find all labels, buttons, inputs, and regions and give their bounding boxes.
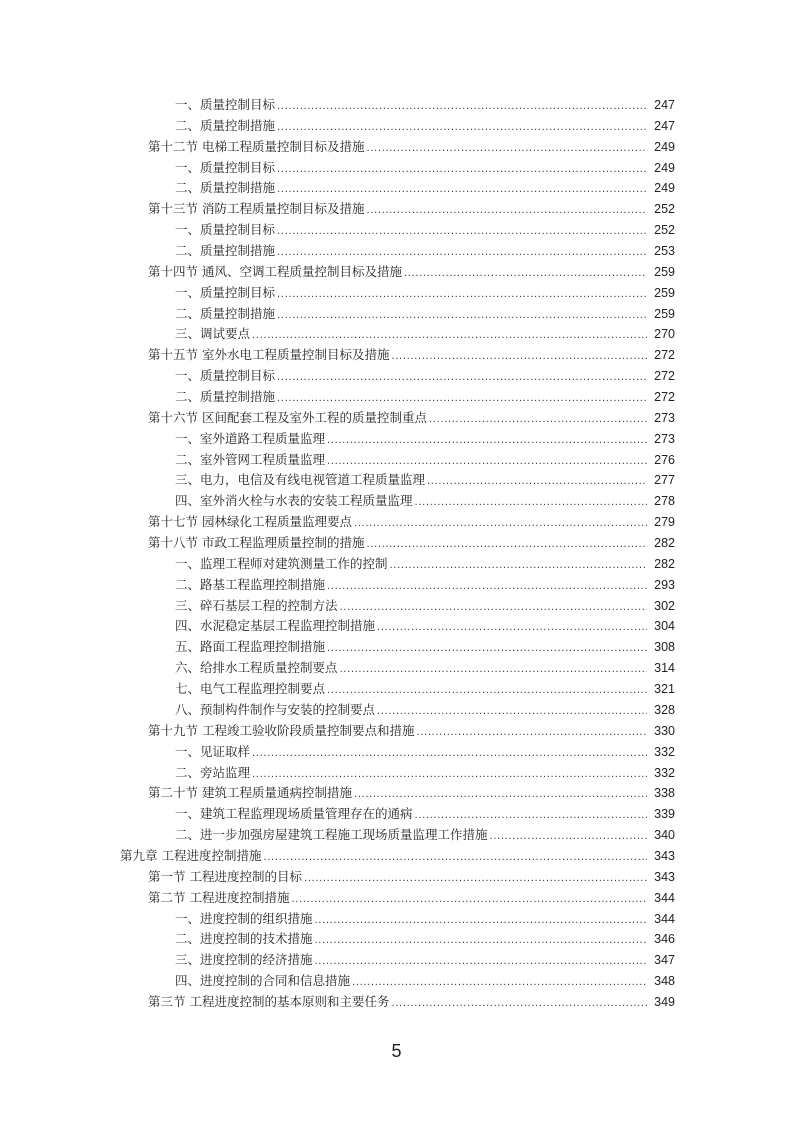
toc-entry-page: 308 [654, 640, 675, 655]
dot-leader [252, 765, 647, 786]
toc-entry-page: 330 [654, 723, 675, 738]
dot-leader [354, 785, 647, 806]
dot-leader [366, 139, 647, 160]
table-of-contents [0, 95, 793, 1013]
dot-leader [277, 160, 647, 181]
toc-entry-page: 343 [654, 869, 675, 884]
toc-entry-title: 一、监理工程师对建筑测量工作的控制 [175, 555, 388, 571]
toc-entry-page: 349 [654, 994, 675, 1009]
toc-section-entry[interactable] [0, 533, 793, 554]
toc-entry-title: 第一节 工程进度控制的目标 [148, 868, 302, 884]
dot-leader [315, 952, 647, 973]
toc-subsection-entry[interactable] [0, 491, 793, 512]
toc-entry-page: 249 [654, 181, 675, 196]
toc-entry-title: 二、质量控制措施 [175, 243, 276, 259]
dot-leader [277, 285, 647, 306]
toc-subsection-entry[interactable] [0, 909, 793, 930]
toc-entry-title: 第十五节 室外水电工程质量控制目标及措施 [148, 347, 390, 363]
dot-leader [277, 368, 647, 389]
toc-entry-title: 一、建筑工程监理现场质量管理存在的通病 [175, 806, 413, 822]
dot-leader [377, 702, 647, 723]
toc-section-entry[interactable] [0, 867, 793, 888]
toc-entry-page: 343 [654, 848, 675, 863]
toc-subsection-entry[interactable] [0, 178, 793, 199]
toc-entry-title: 二、进一步加强房屋建筑工程施工现场质量监理工作措施 [175, 827, 488, 843]
toc-subsection-entry[interactable] [0, 637, 793, 658]
toc-entry-page: 321 [654, 682, 675, 697]
toc-entry-page: 314 [654, 661, 675, 676]
dot-leader [327, 681, 647, 702]
toc-entry-title: 第十七节 园林绿化工程质量监理要点 [148, 514, 352, 530]
toc-entry-page: 348 [654, 974, 675, 989]
toc-entry-title: 一、质量控制目标 [175, 222, 276, 238]
dot-leader [277, 222, 647, 243]
dot-leader [252, 744, 647, 765]
toc-section-entry[interactable] [0, 721, 793, 742]
toc-entry-title: 一、质量控制目标 [175, 97, 276, 112]
toc-entry-title: 一、室外道路工程质量监理 [175, 430, 326, 446]
toc-subsection-entry[interactable] [0, 700, 793, 721]
toc-subsection-entry[interactable] [0, 220, 793, 241]
toc-entry-title: 七、电气工程监理控制要点 [175, 681, 326, 697]
toc-section-entry[interactable] [0, 137, 793, 158]
toc-entry-page: 282 [654, 556, 675, 571]
dot-leader [327, 577, 647, 598]
toc-subsection-entry[interactable] [0, 763, 793, 784]
dot-leader [263, 848, 647, 869]
toc-subsection-entry[interactable] [0, 450, 793, 471]
toc-entry-title: 二、质量控制措施 [175, 305, 276, 321]
toc-entry-page: 247 [654, 98, 675, 112]
toc-entry-page: 328 [654, 702, 675, 717]
toc-entry-title: 四、水泥稳定基层工程监理控制措施 [175, 618, 376, 634]
toc-entry-page: 247 [654, 118, 675, 133]
toc-entry-title: 六、给排水工程质量控制要点 [175, 660, 338, 676]
toc-entry-page: 346 [654, 932, 675, 947]
toc-entry-title: 三、调试要点 [175, 326, 251, 342]
toc-entry-page: 293 [654, 577, 675, 592]
toc-entry-page: 344 [654, 911, 675, 926]
toc-subsection-entry[interactable] [0, 616, 793, 637]
toc-entry-title: 二、室外管网工程质量监理 [175, 451, 326, 467]
toc-entry-page: 277 [654, 473, 675, 488]
toc-entry-page: 304 [654, 619, 675, 634]
toc-entry-page: 347 [654, 953, 675, 968]
dot-leader [416, 723, 647, 744]
toc-subsection-entry[interactable] [0, 596, 793, 617]
dot-leader [340, 660, 647, 681]
toc-entry-page: 249 [654, 160, 675, 175]
toc-entry-title: 二、旁站监理 [175, 764, 251, 780]
toc-subsection-entry[interactable] [0, 575, 793, 596]
toc-subsection-entry[interactable] [0, 470, 793, 491]
toc-entry-page: 249 [654, 139, 675, 154]
toc-section-entry[interactable] [0, 199, 793, 220]
toc-entry-page: 332 [654, 744, 675, 759]
toc-entry-title: 第十四节 通风、空调工程质量控制目标及措施 [148, 263, 402, 279]
toc-section-entry[interactable] [0, 512, 793, 533]
dot-leader [490, 827, 647, 848]
toc-chapter-entry[interactable] [0, 846, 793, 867]
dot-leader [366, 201, 647, 222]
toc-entry-page: 282 [654, 536, 675, 551]
toc-entry-title: 第九章 工程进度控制措施 [120, 847, 262, 863]
toc-entry-title: 三、电力，电信及有线电视管道工程质量监理 [175, 472, 426, 488]
toc-entry-title: 二、质量控制措施 [175, 180, 276, 196]
toc-entry-page: 252 [654, 223, 675, 238]
toc-subsection-entry[interactable] [0, 387, 793, 408]
dot-leader [327, 452, 647, 473]
toc-entry-page: 339 [654, 807, 675, 822]
toc-subsection-entry[interactable] [0, 742, 793, 763]
toc-subsection-entry[interactable] [0, 679, 793, 700]
toc-entry-title: 一、进度控制的组织措施 [175, 910, 313, 926]
toc-entry-title: 四、进度控制的合同和信息措施 [175, 973, 351, 989]
toc-entry-title: 第十三节 消防工程质量控制目标及措施 [148, 201, 365, 217]
toc-entry-title: 一、质量控制目标 [175, 159, 276, 175]
toc-subsection-entry[interactable] [0, 158, 793, 179]
dot-leader [391, 347, 647, 368]
toc-entry-page: 344 [654, 890, 675, 905]
dot-leader [404, 264, 647, 285]
toc-subsection-entry[interactable] [0, 324, 793, 345]
dot-leader [415, 493, 647, 514]
dot-leader [277, 306, 647, 327]
toc-section-entry[interactable] [0, 345, 793, 366]
toc-subsection-entry[interactable] [0, 658, 793, 679]
toc-entry-page: 259 [654, 285, 675, 300]
toc-subsection-entry[interactable] [0, 804, 793, 825]
toc-entry-title: 二、进度控制的技术措施 [175, 931, 313, 947]
toc-entry-page: 272 [654, 390, 675, 405]
toc-entry-title: 第十二节 电梯工程质量控制目标及措施 [148, 138, 365, 154]
toc-entry-page: 259 [654, 306, 675, 321]
toc-entry-page: 332 [654, 765, 675, 780]
dot-leader [354, 514, 647, 535]
dot-leader [340, 598, 647, 619]
toc-subsection-entry[interactable] [0, 950, 793, 971]
toc-entry-title: 第十六节 区间配套工程及室外工程的质量控制重点 [148, 409, 427, 425]
toc-entry-page: 259 [654, 264, 675, 279]
toc-entry-page: 278 [654, 494, 675, 509]
toc-entry-page: 272 [654, 348, 675, 363]
toc-entry-title: 五、路面工程监理控制措施 [175, 639, 326, 655]
toc-entry-title: 一、见证取样 [175, 743, 251, 759]
toc-entry-title: 第十九节 工程竣工验收阶段质量控制要点和措施 [148, 722, 415, 738]
dot-leader [277, 180, 647, 201]
dot-leader [304, 869, 647, 890]
toc-entry-page: 338 [654, 786, 675, 801]
toc-entry-title: 第二十节 建筑工程质量通病控制措施 [148, 785, 352, 801]
dot-leader [429, 410, 647, 431]
toc-entry-title: 三、进度控制的经济措施 [175, 952, 313, 968]
dot-leader [315, 931, 647, 952]
toc-entry-title: 一、质量控制目标 [175, 368, 276, 384]
dot-leader [352, 973, 647, 994]
toc-entry-title: 第三节 工程进度控制的基本原则和主要任务 [148, 993, 390, 1009]
toc-subsection-entry[interactable] [0, 971, 793, 992]
dot-leader [366, 535, 647, 556]
toc-subsection-entry[interactable] [0, 241, 793, 262]
toc-subsection-entry[interactable] [0, 304, 793, 325]
dot-leader [327, 431, 647, 452]
toc-subsection-entry[interactable] [0, 283, 793, 304]
toc-subsection-entry[interactable] [0, 95, 793, 116]
toc-entry-title: 一、质量控制目标 [175, 284, 276, 300]
dot-leader [252, 326, 647, 347]
dot-leader [427, 472, 647, 493]
toc-section-entry[interactable] [0, 888, 793, 909]
toc-subsection-entry[interactable] [0, 825, 793, 846]
dot-leader [327, 639, 647, 660]
dot-leader [277, 97, 647, 118]
toc-entry-page: 273 [654, 410, 675, 425]
toc-entry-page: 253 [654, 244, 675, 259]
toc-section-entry[interactable] [0, 992, 793, 1013]
dot-leader [277, 389, 647, 410]
toc-section-entry[interactable] [0, 262, 793, 283]
toc-entry-title: 八、预制构件制作与安装的控制要点 [175, 701, 376, 717]
toc-subsection-entry[interactable] [0, 429, 793, 450]
dot-leader [277, 243, 647, 264]
toc-entry-page: 270 [654, 327, 675, 342]
toc-entry-page: 279 [654, 515, 675, 530]
toc-entry-page: 272 [654, 369, 675, 384]
page-number: 5 [391, 1041, 402, 1061]
toc-entry-title: 第二节 工程进度控制措施 [148, 889, 290, 905]
toc-entry-page: 302 [654, 598, 675, 613]
toc-subsection-entry[interactable] [0, 929, 793, 950]
toc-entry-page: 276 [654, 452, 675, 467]
toc-entry-title: 第十八节 市政工程监理质量控制的措施 [148, 535, 365, 551]
dot-leader [291, 890, 647, 911]
toc-entry-page: 340 [654, 828, 675, 843]
dot-leader [277, 118, 647, 139]
toc-entry-title: 二、质量控制措施 [175, 117, 276, 133]
toc-entry-page: 252 [654, 202, 675, 217]
dot-leader [415, 806, 647, 827]
toc-section-entry[interactable] [0, 408, 793, 429]
toc-section-entry[interactable] [0, 783, 793, 804]
toc-subsection-entry[interactable] [0, 366, 793, 387]
toc-entry-title: 三、碎石基层工程的控制方法 [175, 597, 338, 613]
toc-entry-title: 二、质量控制措施 [175, 389, 276, 405]
toc-subsection-entry[interactable] [0, 554, 793, 575]
toc-subsection-entry[interactable] [0, 116, 793, 137]
toc-entry-page: 273 [654, 431, 675, 446]
dot-leader [377, 618, 647, 639]
toc-entry-title: 二、路基工程监理控制措施 [175, 576, 326, 592]
dot-leader [390, 556, 647, 577]
dot-leader [315, 911, 647, 932]
dot-leader [391, 994, 647, 1015]
toc-entry-title: 四、室外消火栓与水表的安装工程质量监理 [175, 493, 413, 509]
